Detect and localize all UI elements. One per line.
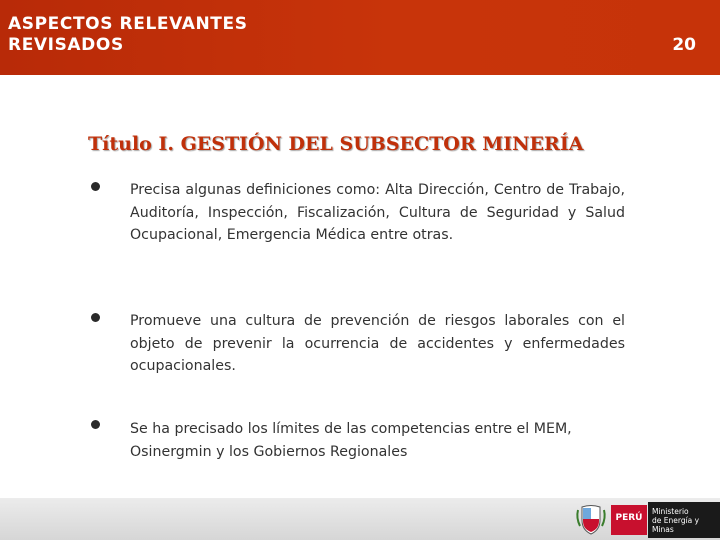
ministry-logo [574,502,720,536]
bullet-icon [91,182,100,191]
ministry-line1: Ministerio [652,507,689,516]
header-bar [0,0,720,75]
ministry-label-box [648,502,720,538]
bullet-text: Precisa algunas definiciones como: Alta Dirección, Centro de Trabajo, Auditoría, Inspección, Fiscalización, Cultura de Seguridad y Salud Ocupacional, Emergencia Médica entre otras. [130,182,625,243]
slide-number: 20 [672,35,696,55]
section-title: Título I. GESTIÓN DEL SUBSECTOR MINERÍA [88,133,584,155]
header-title-line1: ASPECTOS RELEVANTES [8,14,248,34]
bullet-text: Se ha precisado los límites de las competencias entre el MEM, Osinergmin y los Gobiernos Regionales [130,421,572,460]
header-title-line2: REVISADOS [8,35,124,55]
ministry-name [652,507,720,534]
footer-bar [0,498,720,540]
bullet-icon [91,313,100,322]
ministry-line2: de Energía y Minas [652,516,700,534]
country-label: PERÚ [615,513,643,523]
peru-label-box [611,505,647,535]
peru-coat-of-arms-icon [574,502,608,536]
page-header-title [8,14,248,56]
bullet-icon [91,420,100,429]
bullet-text: Promueve una cultura de prevención de riesgos laborales con el objeto de prevenir la ocurrencia de accidentes y enfermedades ocupacionales. [130,313,625,374]
